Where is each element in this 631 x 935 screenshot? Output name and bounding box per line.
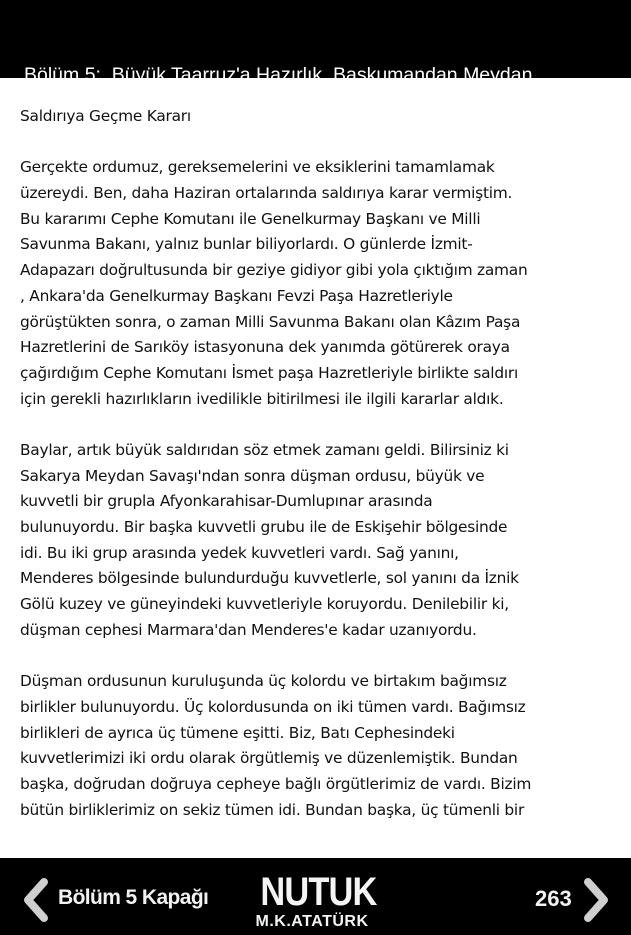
paragraph-gap [20, 412, 620, 438]
text-line: kuvvetli bir grupla Afyonkarahisar-Dumlupınar arasında [20, 492, 433, 511]
text-line: Düşman ordusunun kuruluşunda üç kolordu ve birtakım bağımsız [20, 672, 507, 691]
paragraph [20, 438, 620, 644]
paragraph [20, 155, 620, 412]
previous-chapter-label: Bölüm 5 Kapağı [58, 886, 209, 909]
text-line: Gölü kuzey ve güneyindeki kuvvetleriyle koruyordu. Denilebilir ki, [20, 595, 509, 614]
chevron-right-icon [578, 878, 614, 922]
text-line: Baylar, artık büyük saldırıdan söz etmek zamanı geldi. Bilirsiniz ki [20, 440, 509, 459]
text-line: düşman cephesi Marmara'dan Menderes'e kadar uzanıyordu. [20, 620, 477, 639]
text-line: Adapazarı doğrultusunda bir geziye gidiyor gibi yola çıktığım zaman [20, 261, 528, 280]
text-line: için gerekli hazırlıkların ivedilikle bitirilmesi ile ilgili kararlar aldık. [20, 389, 504, 408]
text-line: Savunma Bakanı, yalnız bunlar biliyorlardı. O günlerde İzmit- [20, 235, 473, 254]
section-heading: Saldırıya Geçme Kararı [20, 107, 191, 125]
logo-subtitle: M.K.ATATÜRK [255, 913, 369, 930]
text-line: birlikleri de ayrıca üç tümene eşitti. Biz, Batı Cephesindeki [20, 723, 455, 742]
text-line: birlikler bulunuyordu. Üç kolordusunda on iki tümen vardı. Bağımsız [20, 697, 526, 716]
next-page-button[interactable] [530, 878, 616, 922]
chapter-title-line-1: Bölüm 5: Büyük Taarruz'a Hazırlık, Başkumandan Meydan [24, 64, 533, 86]
text-line: Hazretlerini de Sarıköy istasyonuna dek yanımda götürerek oraya [20, 338, 510, 357]
chevron-left-icon [18, 878, 54, 922]
bottom-nav-bar [0, 858, 631, 935]
paragraph-gap [20, 643, 620, 669]
text-line: üzereydi. Ben, daha Haziran ortalarında saldırıya karar vermiştim. [20, 184, 513, 203]
page-number: 263 [535, 886, 572, 911]
chapter-title-line-2: Muharebesi, Saltanatın Kaldırılması ve Gelişen Diğer Olaylar [24, 139, 550, 161]
paragraph-gap [20, 130, 620, 156]
text-line: bütün birliklerimiz on sekiz tümen idi. Bundan başka, üç tümenli bir [20, 800, 525, 819]
text-line: Menderes bölgesinde bulundurduğu kuvvetlerle, sol yanını da İznik [20, 569, 519, 588]
text-line: çağırdığım Cephe Komutanı İsmet paşa Hazretleriyle birlikte saldırı [20, 363, 518, 382]
text-line: Bu kararımı Cephe Komutanı ile Genelkurmay Başkanı ve Milli [20, 209, 481, 228]
previous-chapter-cover-button[interactable] [18, 878, 228, 922]
text-line: bulunuyordu. Bir başka kuvvetli grubu ile de Eskişehir bölgesinde [20, 518, 508, 536]
text-line: kuvvetlerimizi iki ordu olarak örgütlemiş ve düzenlemiştik. Bundan [20, 749, 518, 768]
text-line: başka, doğrudan doğruya cepheye bağlı örgütlerimiz de vardı. Bizim [20, 774, 532, 793]
text-line: idi. Bu iki grup arasında yedek kuvvetleri vardı. Sağ yanını, [20, 543, 459, 562]
text-line: Sakarya Meydan Savaşı'ndan sonra düşman ordusu, büyük ve [20, 466, 485, 485]
text-line: Gerçekte ordumuz, gereksemelerini ve eksiklerini tamamlamak [20, 158, 495, 177]
paragraph [20, 669, 620, 823]
text-line: görüştükten sonra, o zaman Milli Savunma Bakanı olan Kâzım Paşa [20, 312, 521, 331]
text-line: , Ankara'da Genelkurmay Başkanı Fevzi Paşa Hazretleriyle [20, 286, 453, 305]
nutuk-logo [252, 870, 377, 935]
logo-title: NUTUK [260, 870, 377, 914]
paragraphs [20, 155, 620, 823]
reading-pane[interactable] [20, 104, 620, 834]
